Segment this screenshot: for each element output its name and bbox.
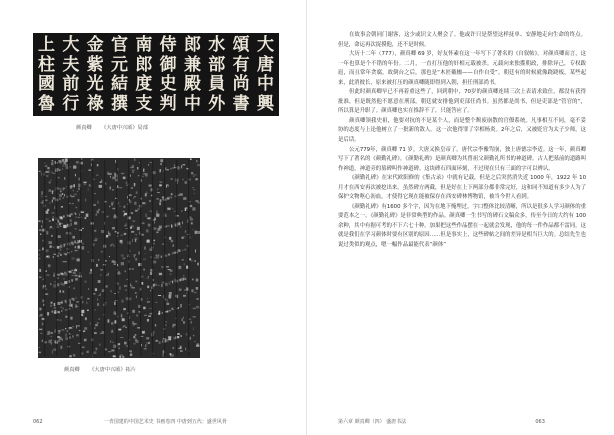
paragraph: 在故事会朝同门谢客，这少或识文人聚会了。他或许只是帮望这样抚单、安静地走向生命的终点。但是，命运再次捉摸他，还不是时候。 bbox=[338, 32, 586, 48]
right-running-header: 第六章 颜真卿（四） 盛唐书法 bbox=[338, 419, 407, 425]
calligraphy-character: 書 bbox=[232, 93, 250, 114]
calligraphy-character: 中 bbox=[183, 93, 201, 114]
calligraphy-column bbox=[160, 36, 177, 113]
calligraphy-character: 支 bbox=[135, 93, 153, 114]
calligraphy-character: 尚 bbox=[232, 74, 250, 95]
calligraphy-character: 侍 bbox=[159, 35, 177, 55]
caption-bottom-title: 《大唐中兴颂》拓片 bbox=[89, 367, 136, 373]
calligraphy-character: 官 bbox=[110, 35, 128, 55]
calligraphy-character: 結 bbox=[110, 74, 128, 95]
calligraphy-character: 祿 bbox=[86, 93, 104, 114]
calligraphy-character: 撰 bbox=[110, 93, 128, 114]
calligraphy-character: 前 bbox=[62, 74, 80, 95]
calligraphy-column bbox=[111, 36, 128, 113]
caption-top-title: 《大唐中兴颂》局部 bbox=[101, 125, 148, 131]
calligraphy-character: 兼 bbox=[183, 54, 201, 75]
calligraphy-character: 興 bbox=[256, 93, 274, 114]
paragraph: 《颜勤礼碑》有1600 多个字，因为在地下掩埋过，字口整体比较清晰，所以是很多人学习颜体的重要范本之一。《颜勤礼碑》是非常典型的作品。颜真卿一生书写的碑石文稿众多，传至今日的大约有 100 余种，其中有据可考的不下六七十种。加果把这些作品摆在一起就会发现，他的每一件作品都不雷同。这就是我们在学习颜体时要有区别的原因……但是事实上，这些碑帖之间的差异是相当巨大的。总结先生也说过类似的观点，嗯一幅作品最能代表“颜体” bbox=[338, 203, 586, 249]
left-running-footer: 一青国建的中国艺术史 书画卷四 中唐到五代：盛世风骨 bbox=[103, 419, 227, 425]
paragraph: 大历十二年（777），颜真卿 69 岁，好友怀素在这一年写下了著名的《自叙帖》。对颜真卿而言，这一年也算是个不错的年份。二月，一直打压他的奸相元载被杀。元载向来独揽朝政，排除异己，专权跋扈，而且常年贪腐，故倒台之后，那也是“木匠戴枷——自作自受”。朝廷有的时候就像跷跷板，某些起来，此消彼长，原来被打压的颜真卿随即得到入朝，担任刑部尚书。 bbox=[338, 51, 586, 86]
left-page-footer bbox=[33, 418, 227, 425]
calligraphy-column bbox=[257, 36, 274, 113]
calligraphy-column bbox=[208, 36, 225, 113]
calligraphy-column bbox=[87, 36, 104, 113]
caption-bottom bbox=[64, 366, 136, 373]
calligraphy-character: 郎 bbox=[183, 35, 201, 55]
caption-top bbox=[76, 124, 148, 131]
calligraphy-detail-image bbox=[33, 33, 279, 116]
calligraphy-character: 上 bbox=[38, 35, 55, 55]
calligraphy-character: 紫 bbox=[86, 54, 104, 75]
right-page bbox=[307, 0, 614, 435]
calligraphy-character: 中 bbox=[256, 74, 274, 95]
calligraphy-column bbox=[135, 36, 152, 113]
caption-bottom-author: 颜真卿 bbox=[64, 367, 80, 373]
calligraphy-column bbox=[38, 36, 55, 113]
calligraphy-character: 光 bbox=[86, 74, 104, 95]
paragraph: 公元779年，颜真卿 71 岁。大唐又换皇帝了，唐代宗李豫驾崩，独上唐德宗李适。这一年，颜真卿写下了著名的《颜勤礼碑》。《颜勤礼碑》是颜真卿为其曾祖父颜勤礼所书的神道碑。古人把墓前的道路叫作神道，神道旁的墓碑叫作神道碑。这块碑石四面环刻，不过现在只有三面的字可以辨认。 bbox=[338, 146, 586, 172]
calligraphy-character: 水 bbox=[208, 35, 226, 55]
paragraph: 《颜勤礼碑》在宋代欧阳修的《集古录》中就有记载，但是之后突然消失近 1000 年，1922 年 10 月才在西安再次被挖出来。虽然碑方两截，但是好在上下两部分都非常完好，这和同不知道有多少人为了保护文物呕心沥血，才使得它现在能被保存在西安碑林博物馆，被当今世人看到。 bbox=[338, 175, 586, 201]
calligraphy-character: 行 bbox=[62, 93, 80, 114]
paragraph: 但此时颜真卿早已不再着重这些了，回到朝中，70岁的颜真卿连续三次上表请求致仕，都没有获得批准，但是既然他不愿意在刑部，朝廷就安排他到吏部任尚书。虽然都是尚书，但是吏部是“管官的”，所以算是升职了。颜真卿也实在推辞不了，只能答应了。 bbox=[338, 89, 586, 115]
calligraphy-column bbox=[184, 36, 201, 113]
calligraphy-character: 唐 bbox=[256, 54, 274, 75]
calligraphy-character: 度 bbox=[135, 74, 153, 95]
calligraphy-character: 外 bbox=[208, 93, 226, 114]
calligraphy-character: 判 bbox=[159, 93, 177, 114]
calligraphy-character: 國 bbox=[38, 74, 55, 95]
calligraphy-character: 金 bbox=[86, 35, 104, 55]
calligraphy-character: 殿 bbox=[183, 74, 201, 95]
calligraphy-character: 大 bbox=[256, 35, 274, 55]
body-text bbox=[338, 31, 586, 251]
calligraphy-character: 夫 bbox=[62, 54, 80, 75]
calligraphy-character: 部 bbox=[208, 54, 226, 75]
right-page-number: 063 bbox=[535, 419, 545, 425]
calligraphy-character: 柱 bbox=[38, 54, 55, 75]
calligraphy-character: 頌 bbox=[232, 35, 250, 55]
calligraphy-character: 大 bbox=[62, 35, 80, 55]
calligraphy-character: 南 bbox=[135, 35, 153, 55]
stele-rubbing-image bbox=[38, 158, 200, 358]
calligraphy-character: 史 bbox=[159, 74, 177, 95]
calligraphy-character: 員 bbox=[208, 74, 226, 95]
calligraphy-character: 御 bbox=[159, 54, 177, 75]
calligraphy-character: 魯 bbox=[38, 93, 55, 114]
caption-top-author: 颜真卿 bbox=[76, 125, 92, 131]
calligraphy-character: 元 bbox=[110, 54, 128, 75]
calligraphy-column bbox=[62, 36, 79, 113]
calligraphy-column bbox=[233, 36, 250, 113]
calligraphy-character: 有 bbox=[232, 54, 250, 75]
left-page-number: 062 bbox=[33, 419, 43, 425]
right-page-footer bbox=[338, 418, 545, 425]
paragraph: 颜真卿领我史祖，他要对抗的不是某个人，而是整个颓废崩散的官僚系统。凡事相互不同，毫不妥协的态度与上论他树立了一批新的敌人。这一次他得罪了宰相杨炎。2年之后，又被贬官为太子少师，这是后话。 bbox=[338, 117, 586, 144]
calligraphy-character: 郎 bbox=[135, 54, 153, 75]
